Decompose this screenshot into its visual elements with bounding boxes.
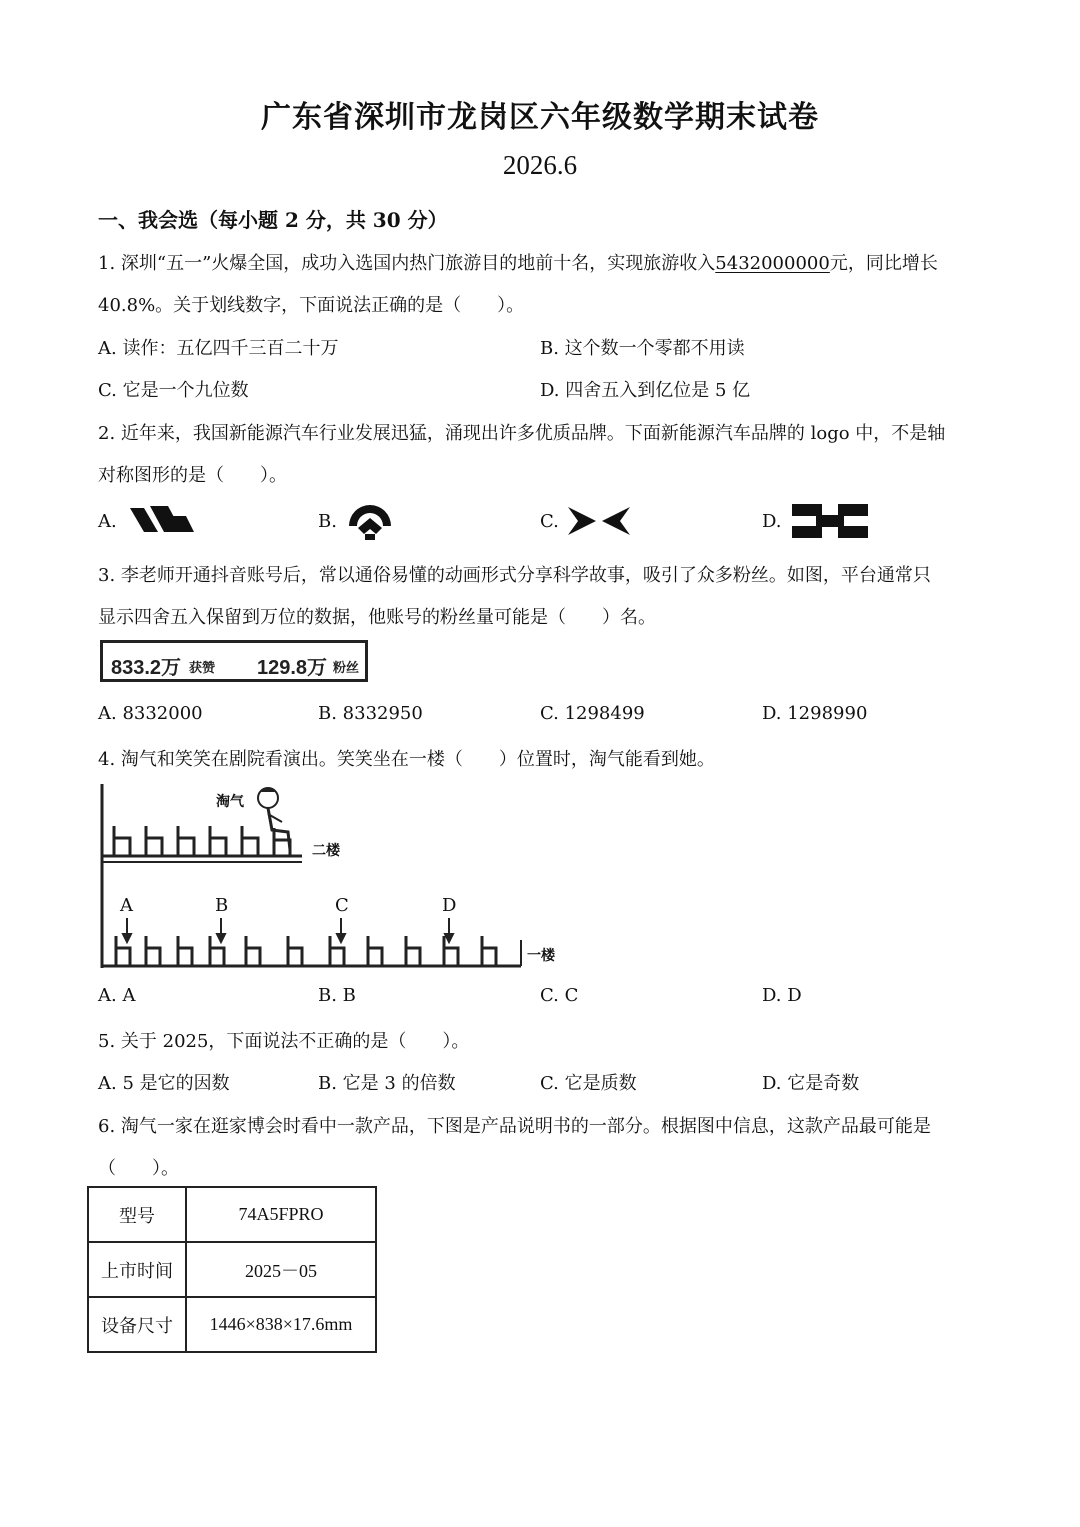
marker-a: A: [120, 895, 133, 916]
q3-option-a[interactable]: A. 8332000: [98, 703, 203, 724]
table-row: [88, 1187, 376, 1242]
q1-underlined-number: 5432000000: [715, 253, 830, 274]
q1-line2: 40.8%。关于划线数字，下面说法正确的是（ ）。: [98, 295, 525, 316]
page-title: 广东省深圳市龙岗区六年级数学期末试卷: [261, 100, 819, 135]
q2-line1: 2. 近年来，我国新能源汽车行业发展迅猛，涌现出许多优质品牌。下面新能源汽车品牌的 logo 中，不是轴: [98, 423, 946, 444]
floor1-label: 一楼: [527, 948, 555, 964]
marker-b: B: [215, 895, 229, 916]
q3-option-c[interactable]: C. 1298499: [540, 703, 645, 724]
theater-figure: [96, 780, 566, 975]
table-row: [88, 1242, 376, 1297]
spec-value-model: 74A5FPRO: [186, 1187, 376, 1242]
q2-option-a[interactable]: A.: [98, 511, 117, 532]
q1-text-pre: 1. 深圳“五一”火爆全国，成功入选国内热门旅游目的地前十名，实现旅游收入: [98, 253, 716, 274]
exam-date: 2026.6: [502, 150, 578, 180]
marker-d: D: [442, 895, 457, 916]
bowtie-logo-icon: [566, 504, 632, 538]
q1-text-post: 元，同比增长: [829, 253, 938, 274]
q2-option-c[interactable]: C.: [540, 511, 559, 532]
q5-option-c[interactable]: C. 它是质数: [540, 1073, 637, 1094]
q3-line1: 3. 李老师开通抖音账号后，常以通俗易懂的动画形式分享科学故事，吸引了众多粉丝。如图，平台通常只: [98, 565, 931, 586]
q3-line2: 显示四舍五入保留到万位的数据，他账号的粉丝量可能是（ ）名。: [98, 607, 656, 628]
stats-box: [100, 640, 368, 682]
q1-option-a[interactable]: A. 读作：五亿四千三百二十万: [98, 338, 339, 359]
zigzag-logo-icon: [128, 502, 198, 538]
floor2-label: 二楼: [312, 843, 340, 859]
q2-line2: 对称图形的是（ ）。: [98, 465, 287, 486]
person-label: 淘气: [216, 794, 244, 810]
q5-option-b[interactable]: B. 它是 3 的倍数: [318, 1073, 456, 1094]
likes-value: 833.2万: [111, 657, 182, 679]
spec-table: [87, 1186, 377, 1353]
q1-option-b[interactable]: B. 这个数一个零都不用读: [540, 338, 745, 359]
q6-line1: 6. 淘气一家在逛家博会时看中一款产品，下图是产品说明书的一部分。根据图中信息，这款产品最可能是: [98, 1116, 931, 1137]
blocks-logo-icon: [790, 502, 870, 540]
nio-logo-icon: [345, 498, 395, 542]
q5-option-a[interactable]: A. 5 是它的因数: [98, 1073, 230, 1094]
q6-line2: （ ）。: [98, 1158, 179, 1179]
q1-line1: [98, 249, 938, 275]
q4-option-b[interactable]: B. B: [318, 985, 356, 1006]
q2-option-b[interactable]: B.: [318, 511, 337, 532]
q2-option-d[interactable]: D.: [762, 511, 782, 532]
fans-label: 粉丝: [333, 660, 360, 675]
q4-option-c[interactable]: C. C: [540, 985, 579, 1006]
spec-key-size: 设备尺寸: [88, 1297, 186, 1352]
q1-option-c[interactable]: C. 它是一个九位数: [98, 380, 249, 401]
spec-value-size: 1446×838×17.6mm: [186, 1297, 376, 1352]
q5-option-d[interactable]: D. 它是奇数: [762, 1073, 860, 1094]
q5-line1: 5. 关于 2025，下面说法不正确的是（ ）。: [98, 1031, 470, 1052]
spec-key-model: 型号: [88, 1187, 186, 1242]
section-heading: 一、我会选（每小题 2 分，共 30 分）: [98, 208, 448, 232]
fans-value: 129.8万: [257, 657, 328, 679]
spec-value-release: 2025－05: [186, 1242, 376, 1297]
likes-label: 获赞: [189, 660, 216, 675]
q3-option-d[interactable]: D. 1298990: [762, 703, 868, 724]
q4-option-d[interactable]: D. D: [762, 985, 802, 1006]
q1-option-d[interactable]: D. 四舍五入到亿位是 5 亿: [540, 380, 751, 401]
q3-option-b[interactable]: B. 8332950: [318, 703, 423, 724]
table-row: [88, 1297, 376, 1352]
q4-line1: 4. 淘气和笑笑在剧院看演出。笑笑坐在一楼（ ）位置时，淘气能看到她。: [98, 749, 715, 770]
q4-option-a[interactable]: A. A: [98, 985, 136, 1006]
marker-c: C: [335, 895, 349, 916]
spec-key-release: 上市时间: [88, 1242, 186, 1297]
